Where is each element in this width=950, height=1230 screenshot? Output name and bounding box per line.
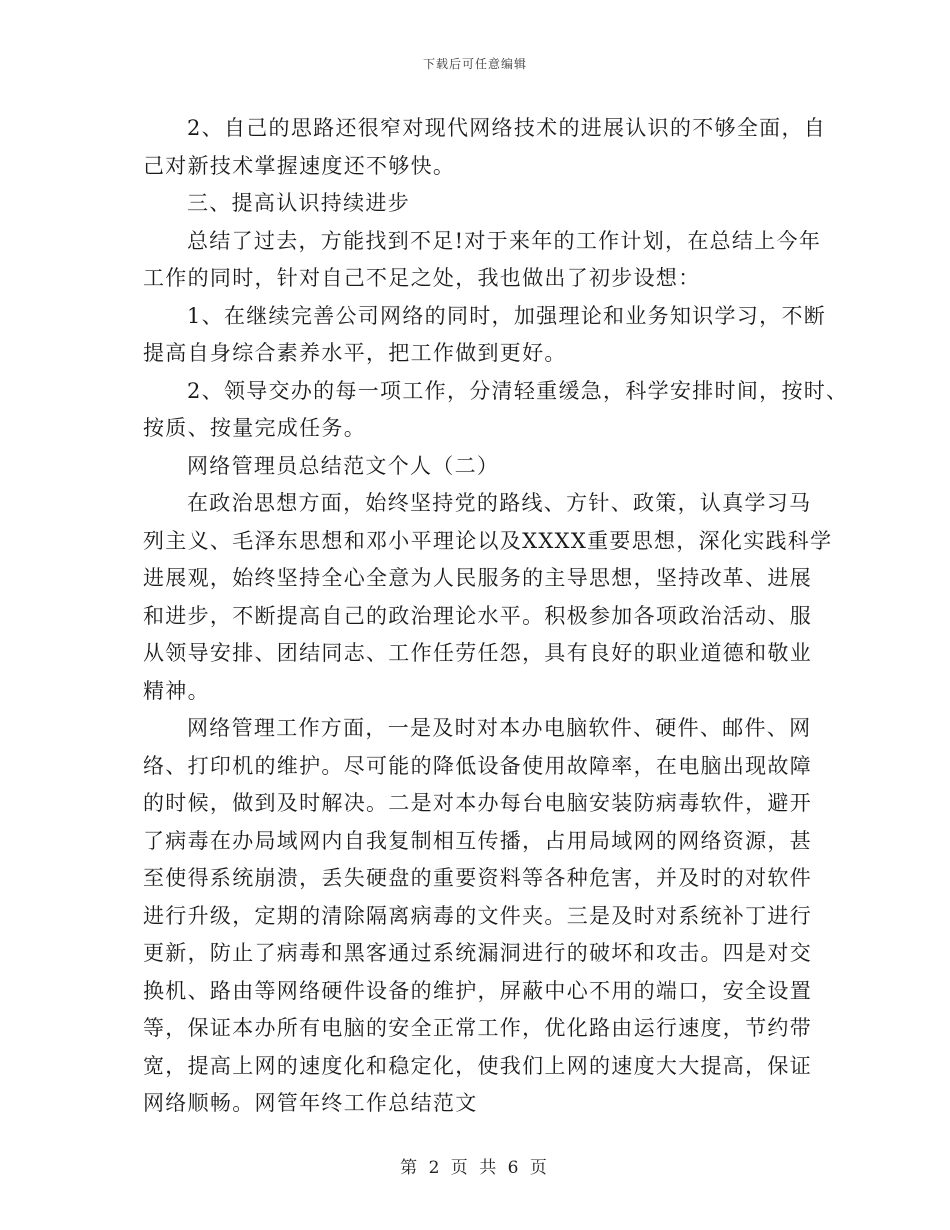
text-line: 提高自身综合素养水平，把工作做到更好。 bbox=[143, 341, 567, 365]
text-line: 2、领导交办的每一项工作，分清轻重缓急，科学安排时间，按时、 bbox=[187, 378, 849, 403]
text-line: 在政治思想方面，始终坚持党的路线、方针、政策，认真学习马 bbox=[187, 491, 812, 515]
text-line: 进展观，始终坚持全心全意为人民服务的主导思想，坚持改革、进展 bbox=[143, 566, 812, 590]
page-number: 第 2 页 共 6 页 bbox=[400, 1158, 550, 1178]
text-line: 按质、按量完成任务。 bbox=[143, 416, 366, 440]
text-line: 网络顺畅。网管年终工作总结范文 bbox=[143, 1091, 478, 1115]
text-line: 总结了过去，方能找到不足!对于来年的工作计划，在总结上今年 bbox=[187, 228, 822, 253]
text-line: 的时候，做到及时解决。二是对本办每台电脑安装防病毒软件，避开 bbox=[143, 791, 812, 815]
text-line: 工作的同时，针对自己不足之处，我也做出了初步设想： bbox=[143, 266, 701, 290]
text-line: 2、自己的思路还很窄对现代网络技术的进展认识的不够全面，自 bbox=[187, 116, 827, 140]
text-line: 网络管理员总结范文个人（二） bbox=[187, 453, 500, 478]
text-line: 宽，提高上网的速度化和稳定化，使我们上网的速度大大提高，保证 bbox=[143, 1053, 812, 1078]
text-line: 精神。 bbox=[143, 678, 210, 703]
text-line: 等，保证本办所有电脑的安全正常工作，优化路由运行速度，节约带 bbox=[143, 1016, 812, 1040]
text-line: 网络管理工作方面，一是及时对本办电脑软件、硬件、邮件、网 bbox=[187, 716, 812, 740]
text-line: 和进步，不断提高自己的政治理论水平。积极参加各项政治活动、服 bbox=[143, 603, 812, 628]
text-line: 换机、路由等网络硬件设备的维护，屏蔽中心不用的端口，安全设置 bbox=[143, 978, 812, 1003]
text-line: 进行升级，定期的清除隔离病毒的文件夹。三是及时对系统补丁进行 bbox=[143, 903, 812, 928]
text-line: 了病毒在办局域网内自我复制相互传播，占用局域网的网络资源，甚 bbox=[143, 828, 812, 853]
text-line: 三、提高认识持续进步 bbox=[187, 191, 410, 215]
text-line: 列主义、毛泽东思想和邓小平理论以及XXXX重要思想，深化实践科学 bbox=[143, 528, 833, 553]
text-line: 己对新技术掌握速度还不够快。 bbox=[143, 153, 456, 178]
header-note: 下载后可任意编辑 bbox=[422, 57, 527, 71]
text-line: 更新，防止了病毒和黑客通过系统漏洞进行的破坏和攻击。四是对交 bbox=[143, 941, 812, 965]
text-line: 从领导安排、团结同志、工作任劳任怨，具有良好的职业道德和敬业 bbox=[143, 641, 812, 665]
document-body bbox=[143, 110, 849, 1123]
text-line: 1、在继续完善公司网络的同时，加强理论和业务知识学习，不断 bbox=[187, 303, 827, 328]
text-line: 络、打印机的维护。尽可能的降低设备使用故障率，在电脑出现故障 bbox=[143, 753, 812, 778]
text-line: 至使得系统崩溃，丢失硬盘的重要资料等各种危害，并及时的对软件 bbox=[143, 866, 812, 890]
